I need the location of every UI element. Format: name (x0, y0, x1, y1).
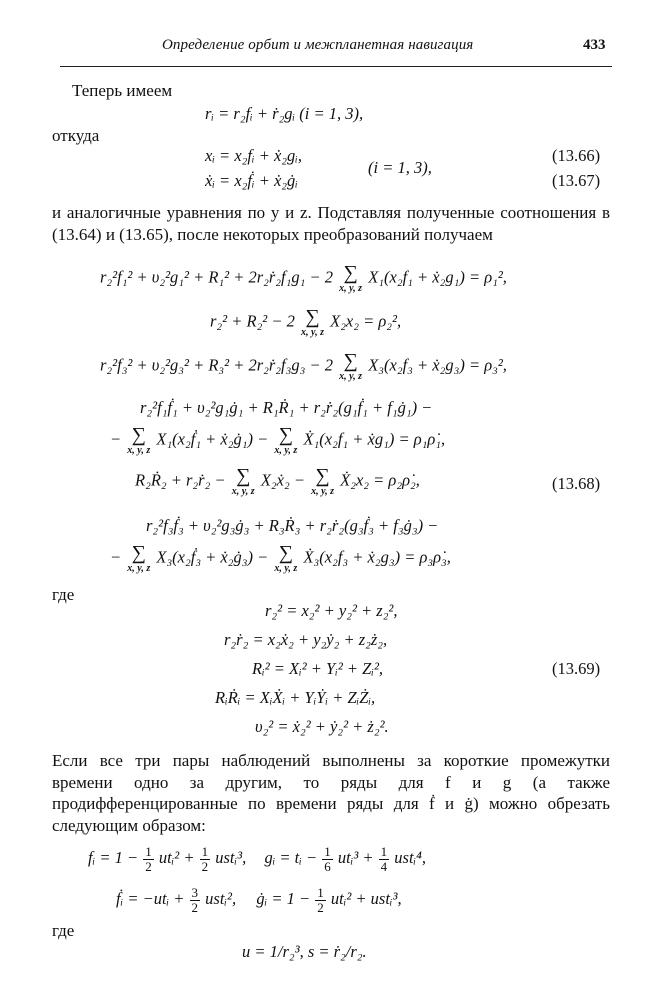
fraction-3-2: $\frac{3}{2}$ (191, 885, 199, 915)
eq-system-line-3 (100, 351, 507, 382)
sum-sign: ∑ (131, 424, 146, 446)
eq-gdot-part-a: ġᵢ = 1 − (256, 888, 311, 908)
sum-operator (127, 425, 150, 456)
eq-s5-middle: X₁(x₂ḟ₁ + ẋ₂ġ₁) − (156, 429, 269, 449)
fraction-1-2: $\frac{1}{2}$ (317, 885, 324, 915)
eq-system-line-6 (135, 466, 420, 497)
text-where-2: где (52, 921, 75, 940)
paragraph-series: Если все три пары наблюдений выполнены за короткие промежутки времени одно за другим, то ряды для f и g (а также продифференцированные по времени ряды для ḟ и ġ) можно обрезать следующим образом: (52, 751, 610, 835)
sum-limits: x, y, z (339, 283, 363, 294)
eq-s8-right: Ẋ₃(x₂f₃ + ẋ₂g₃) = ρ₃ρ̇₃, (303, 547, 451, 567)
eq-s1-left: r₂²f₁² + υ₂²g₁² + R₁² + 2r₂ṙ₂f₁g₁ − 2 (100, 267, 333, 287)
eq-label-13-67: (13.67) (552, 171, 601, 190)
eq-r-i: rᵢ = r₂fᵢ + ṙ₂gᵢ (i = 1, 3), (205, 104, 364, 123)
sum-sign: ∑ (278, 542, 293, 564)
eq-s5-minus: − (110, 429, 122, 449)
eq-f-part-a: fᵢ = 1 − (88, 847, 139, 867)
eq-system-line-7: r₂²f₃ḟ₃ + υ₂²g₃ġ₃ + R₃Ṙ₃ + r₂ṙ₂(g₃ḟ₃ + f₃ġ₃) − (146, 516, 439, 535)
fraction-1-2: $\frac{1}{2}$ (201, 844, 209, 874)
eq-label-13-69: (13.69) (552, 659, 601, 678)
eq-def-Ri-Ridot: RᵢṘᵢ = XᵢẊᵢ + YᵢẎᵢ + ZᵢŻᵢ, (215, 688, 376, 707)
sum-operator (339, 263, 362, 294)
eq-system-line-5 (110, 425, 445, 456)
sum-operator (232, 466, 255, 497)
sum-limits: x, y, z (231, 486, 255, 497)
sum-operator (339, 351, 362, 382)
eq-condition-i: (i = 1, 3), (368, 158, 432, 177)
eq-s5-right: Ẋ₁(x₂f₁ + ẋg₁) = ρ₁ρ̇₁, (303, 429, 446, 449)
sum-operator (311, 466, 334, 497)
eq-def-r2: r₂² = x₂² + y₂² + z₂², (265, 601, 398, 620)
sum-sign: ∑ (131, 542, 146, 564)
sum-limits: x, y, z (339, 371, 363, 382)
eq-13-66: xᵢ = x₂fᵢ + ẋ₂gᵢ, (205, 146, 303, 165)
eq-def-r2-r2dot: r₂ṙ₂ = x₂ẋ₂ + y₂ẏ₂ + z₂ż₂, (224, 630, 388, 649)
eq-g-part-c: ustᵢ⁴, (394, 847, 427, 867)
sum-sign: ∑ (343, 262, 358, 284)
eq-u-s: u = 1/r₂³, s = ṙ₂/r₂. (242, 942, 367, 961)
sum-limits: x, y, z (311, 486, 335, 497)
eq-system-line-2 (210, 307, 401, 338)
eq-s3-left: r₂²f₃² + υ₂²g₃² + R₃² + 2r₂ṙ₂f₃g₃ − 2 (100, 355, 333, 375)
sum-operator (274, 425, 297, 456)
running-header-title: Определение орбит и межпланетная навигация (162, 37, 474, 53)
eq-series-fdot-gdot (116, 886, 402, 914)
sum-limits: x, y, z (274, 563, 298, 574)
eq-series-f-g (88, 845, 426, 873)
eq-s1-right: X₁(x₂f₁ + ẋ₂g₁) = ρ₁², (368, 267, 507, 287)
eq-fdot-part-b: ustᵢ², (205, 888, 237, 908)
eq-s6-left: R₂Ṙ₂ + r₂ṙ₂ − (135, 470, 226, 490)
sum-sign: ∑ (278, 424, 293, 446)
eq-system-line-8 (110, 543, 451, 574)
eq-s8-middle: X₃(x₂ḟ₃ + ẋ₂ġ₃) − (156, 547, 269, 567)
sum-operator (274, 543, 297, 574)
page-number: 433 (583, 37, 606, 53)
sum-sign: ∑ (315, 465, 330, 487)
sum-operator (127, 543, 150, 574)
paragraph-substitution: и аналогичные уравнения по y и z. Подставляя полученные соотношения в (13.64) и (13.65), после некоторых преобразований получаем (52, 203, 610, 244)
sum-sign: ∑ (236, 465, 251, 487)
sum-limits: x, y, z (274, 445, 298, 456)
eq-def-Ri: Rᵢ² = Xᵢ² + Yᵢ² + Zᵢ², (252, 659, 384, 678)
eq-13-67: ẋᵢ = x₂ḟᵢ + ẋ₂ġᵢ (205, 171, 298, 190)
eq-fdot-part-a: ḟᵢ = −utᵢ + (116, 888, 185, 908)
text-now-we-have: Теперь имеем (72, 81, 173, 100)
text-whence: откуда (52, 126, 100, 145)
eq-label-13-66: (13.66) (552, 146, 601, 165)
header-rule (60, 66, 612, 67)
eq-s6-middle: X₂ẋ₂ − (260, 470, 305, 490)
text-where-1: где (52, 585, 75, 604)
fraction-1-6: $\frac{1}{6}$ (324, 844, 331, 874)
eq-s3-right: X₃(x₂f₃ + ẋ₂g₃) = ρ₃², (368, 355, 507, 375)
eq-s6-right: Ẋ₂x₂ = ρ₂ρ̇₂, (340, 470, 420, 490)
sum-limits: x, y, z (127, 445, 151, 456)
eq-f-part-b: utᵢ² + (158, 847, 195, 867)
eq-system-line-1 (100, 263, 507, 294)
eq-f-part-c: ustᵢ³, (215, 847, 247, 867)
eq-label-13-68: (13.68) (552, 474, 601, 493)
sum-operator (301, 307, 324, 338)
eq-gdot-part-b: utᵢ² + ustᵢ³, (330, 888, 402, 908)
eq-g-part-a: gᵢ = tᵢ − (264, 847, 318, 867)
eq-s2-left: r₂² + R₂² − 2 (210, 311, 295, 331)
sum-limits: x, y, z (127, 563, 151, 574)
sum-sign: ∑ (343, 350, 358, 372)
eq-s8-minus: − (110, 547, 122, 567)
eq-def-v2: υ₂² = ẋ₂² + ẏ₂² + ż₂². (255, 717, 389, 736)
fraction-1-4: $\frac{1}{4}$ (380, 844, 388, 874)
eq-g-part-b: utᵢ³ + (337, 847, 374, 867)
eq-s2-right: X₂x₂ = ρ₂², (330, 311, 402, 331)
fraction-1-2: $\frac{1}{2}$ (145, 844, 152, 874)
sum-limits: x, y, z (301, 327, 324, 338)
sum-sign: ∑ (305, 306, 320, 328)
eq-system-line-4: r₂²f₁ḟ₁ + υ₂²g₁ġ₁ + R₁Ṙ₁ + r₂ṙ₂(g₁ḟ₁ + f₁ġ₁) − (140, 398, 433, 417)
